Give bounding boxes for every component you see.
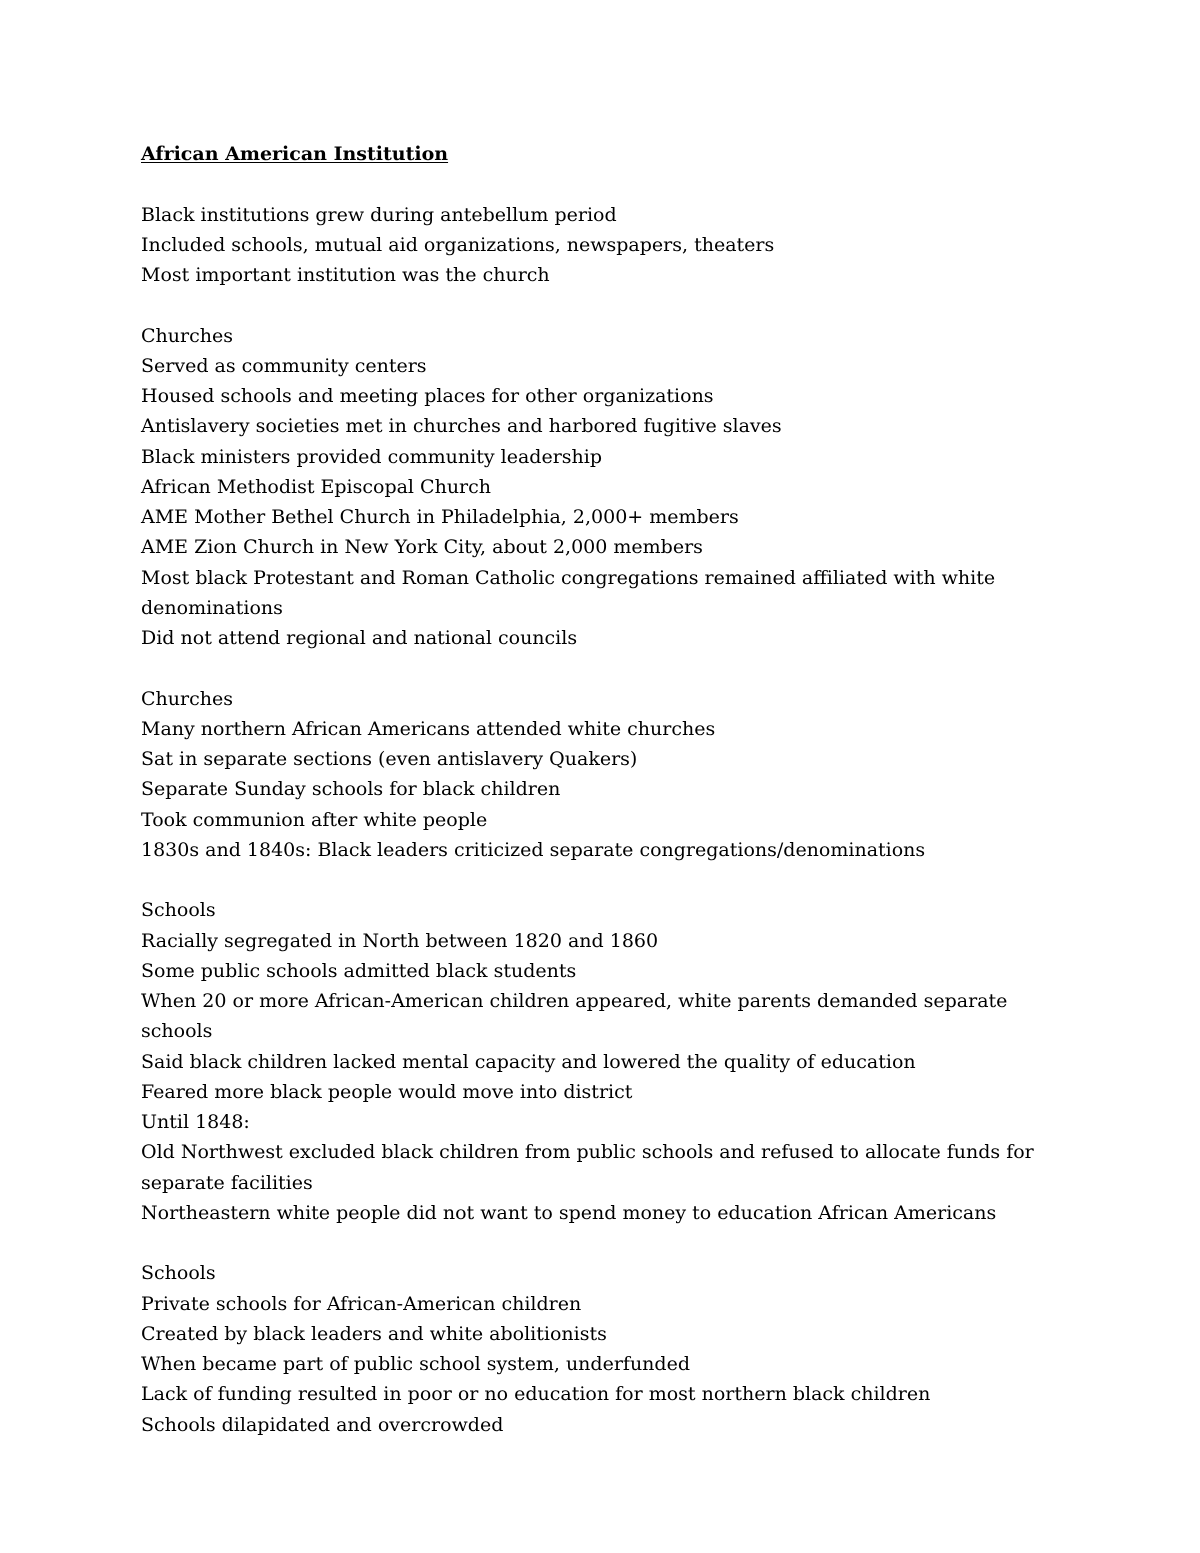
text-line: Antislavery societies met in churches and harbored fugitive slaves: [141, 415, 782, 438]
text-line: Schools dilapidated and overcrowded: [141, 1413, 504, 1436]
text-line: Old Northwest excluded black children from public schools and refused to allocate funds for separate facilities: [141, 1141, 1034, 1194]
section-schools-2: [141, 1258, 1081, 1440]
text-line: Some public schools admitted black students: [141, 959, 577, 982]
text-line: Private schools for African-American children: [141, 1292, 582, 1315]
document-page: [141, 139, 1081, 1470]
text-line: Until 1848:: [141, 1111, 250, 1133]
text-line: When became part of public school system, underfunded: [141, 1353, 690, 1375]
text-line: African Methodist Episcopal Church: [141, 475, 492, 498]
text-line: Black ministers provided community leadership: [141, 445, 603, 468]
text-line: Lack of funding resulted in poor or no education for most northern black children: [141, 1383, 931, 1406]
section-heading: Schools: [141, 899, 216, 922]
text-line: AME Zion Church in New York City, about 2,000 members: [141, 536, 703, 559]
text-line: Feared more black people would move into district: [141, 1080, 633, 1103]
text-line: Included schools, mutual aid organizations, newspapers, theaters: [141, 233, 775, 256]
text-line: When 20 or more African-American children appeared, white parents demanded separate schools: [141, 990, 1008, 1043]
section-heading: Schools: [141, 1262, 216, 1285]
text-line: Took communion after white people: [141, 808, 488, 831]
text-line: Sat in separate sections (even antislavery Quakers): [141, 748, 638, 770]
section-schools-1: [141, 895, 1081, 1228]
text-line: Black institutions grew during antebellum period: [141, 203, 617, 226]
text-line: Created by black leaders and white abolitionists: [141, 1322, 607, 1345]
text-line: AME Mother Bethel Church in Philadelphia, 2,000+ members: [141, 506, 739, 528]
section-churches-1: [141, 321, 1081, 654]
text-line: Northeastern white people did not want to spend money to education African Americans: [141, 1201, 997, 1224]
text-line: Most black Protestant and Roman Catholic congregations remained affiliated with white denominations: [141, 566, 996, 619]
text-line: Racially segregated in North between 1820 and 1860: [141, 929, 659, 952]
section-intro: [141, 200, 1081, 291]
text-line: Most important institution was the church: [141, 264, 550, 286]
text-line: Did not attend regional and national councils: [141, 627, 578, 649]
text-line: Separate Sunday schools for black children: [141, 778, 561, 801]
document-title: African American Institution: [141, 143, 449, 165]
text-line: Housed schools and meeting places for other organizations: [141, 385, 714, 407]
text-line: 1830s and 1840s: Black leaders criticized separate congregations/denominations: [141, 838, 926, 861]
section-heading: Churches: [141, 324, 233, 347]
text-line: Said black children lacked mental capacity and lowered the quality of education: [141, 1050, 916, 1073]
text-line: Served as community centers: [141, 354, 427, 377]
section-churches-2: [141, 684, 1081, 866]
section-heading: Churches: [141, 687, 233, 710]
text-line: Many northern African Americans attended white churches: [141, 717, 716, 740]
